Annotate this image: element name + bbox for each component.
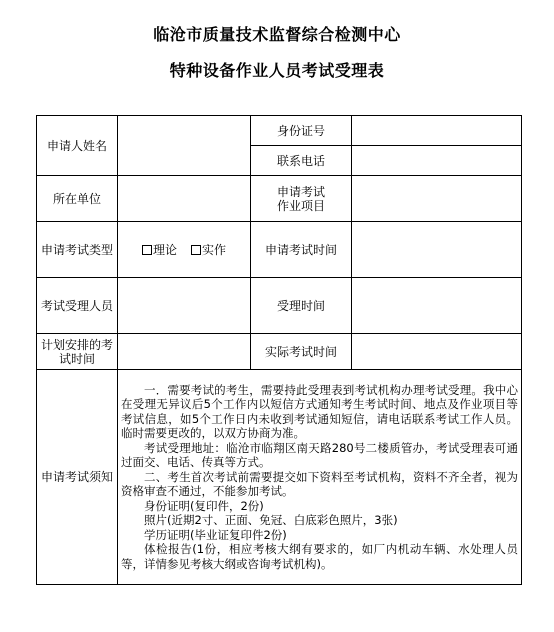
planned-time-label-line1: 计划安排的考	[40, 337, 113, 352]
id-number-label: 身份证号	[251, 116, 352, 146]
planned-time-label	[37, 334, 118, 370]
exam-item-label	[251, 176, 352, 222]
form-title: 特种设备作业人员考试受理表	[169, 61, 385, 80]
exam-item-field[interactable]	[352, 176, 522, 222]
practice-option-label: 实作	[202, 242, 227, 257]
notice-label: 申请考试须知	[37, 370, 118, 585]
actual-time-label: 实际考试时间	[251, 334, 352, 370]
exam-type-label: 申请考试类型	[37, 222, 118, 278]
employer-field[interactable]	[118, 176, 251, 222]
notice-paragraph-3: 二、考生首次考试前需要提交如下资料至考试机构，资料不齐全者，视为资格审查不通过，不能参加考试。	[121, 469, 518, 499]
exam-item-label-line1: 申请考试	[276, 184, 325, 199]
practice-checkbox[interactable]	[191, 245, 201, 255]
notice-content	[118, 370, 522, 585]
employer-label: 所在单位	[37, 176, 118, 222]
theory-checkbox[interactable]	[142, 245, 152, 255]
exam-time-field[interactable]	[352, 222, 522, 278]
exam-item-label-line2: 作业项目	[276, 198, 325, 213]
applicant-name-label: 申请人姓名	[37, 116, 118, 176]
receive-time-field[interactable]	[352, 278, 522, 334]
application-form-table	[36, 115, 522, 585]
phone-label: 联系电话	[251, 146, 352, 176]
exam-type-options	[118, 222, 251, 278]
actual-time-field[interactable]	[352, 334, 522, 370]
notice-item-medical: 体检报告(1份，相应考核大纲有要求的，如厂内机动车辆、水处理人员等，详情参见考核大纲或咨询考试机构)。	[121, 542, 518, 571]
id-number-field[interactable]	[352, 116, 522, 146]
notice-item-photos: 照片(近期2寸、正面、免冠、白底彩色照片，3张)	[144, 513, 398, 528]
planned-time-field[interactable]	[118, 334, 251, 370]
notice-item-education: 学历证明(毕业证复印件2份)	[144, 527, 287, 542]
receive-time-label: 受理时间	[251, 278, 352, 334]
page-title: 临沧市质量技术监督综合检测中心	[153, 25, 401, 44]
notice-item-id-proof: 身份证明(复印件，2份)	[144, 498, 264, 513]
phone-field[interactable]	[352, 146, 522, 176]
applicant-name-field[interactable]	[118, 116, 251, 176]
receiver-label: 考试受理人员	[37, 278, 118, 334]
notice-paragraph-1: 一．需要考试的考生，需要持此受理表到考试机构办理考试受理。我中心在受理无异议后5个工作内以短信方式通知考生考试时间、地点及作业项目等考试信息，如5个工作日内未收到考试通知短信，请电话联系考试工作人员。临时需要更改的，以双方协商为准。	[121, 382, 518, 441]
planned-time-label-line2: 试时间	[58, 351, 95, 366]
receiver-field[interactable]	[118, 278, 251, 334]
exam-time-label: 申请考试时间	[251, 222, 352, 278]
notice-paragraph-2: 考试受理地址：临沧市临翔区南天路280号二楼质管办，考试受理表可通过面交、电话、传真等方式。	[121, 440, 518, 470]
theory-option-label: 理论	[152, 242, 177, 257]
